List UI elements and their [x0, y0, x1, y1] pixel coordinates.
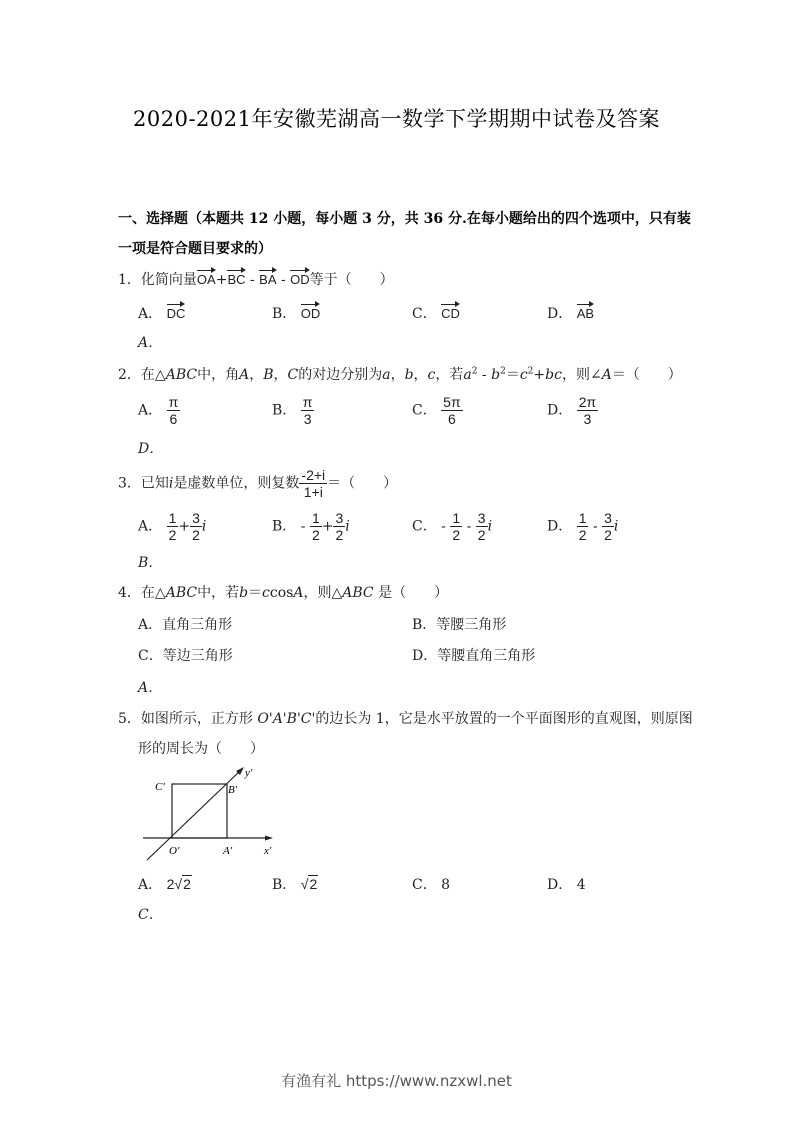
- stem-text: ，则∠: [561, 367, 602, 383]
- operator: -: [245, 272, 260, 288]
- question-5-stem-line1: [118, 708, 693, 728]
- sign: +: [178, 518, 191, 535]
- imaginary-unit: i: [487, 518, 493, 535]
- fraction: [167, 510, 179, 543]
- stem-text: 在△: [140, 585, 166, 601]
- question-number: 4．: [118, 585, 141, 601]
- option-text: 4: [576, 877, 586, 893]
- fraction: [167, 394, 181, 427]
- imaginary-unit: i: [201, 518, 207, 535]
- stem-text: 的边长为 1，它是水平放置的一个平面图形的直观图，则原图: [315, 711, 693, 727]
- option-label: C．: [412, 306, 437, 322]
- math-var: i: [168, 475, 174, 492]
- sign: -: [441, 518, 451, 535]
- operator: ＝: [248, 585, 263, 601]
- option-label: A．: [138, 402, 163, 419]
- fraction: [602, 510, 614, 543]
- document-title: 2020-2021年安徽芜湖高一数学下学期期中试卷及答案: [133, 107, 660, 131]
- math-var: a: [463, 367, 472, 383]
- sign: -: [588, 518, 603, 535]
- option-label: B．: [272, 518, 297, 535]
- option-label: B．: [272, 306, 297, 322]
- option-label: D．: [547, 306, 573, 322]
- question-5-option-c: [412, 874, 450, 894]
- question-3-option-c: [412, 510, 492, 543]
- denominator: 2: [578, 527, 587, 543]
- math-var: ABC: [342, 585, 374, 601]
- stem-text: ，: [249, 367, 264, 383]
- section-heading-line1: 一、选择题（本题共 12 小题，每小题 3 分，共 36 分.在每小题给出的四个选项中，只有装: [118, 211, 691, 227]
- vector: OD: [301, 302, 321, 321]
- vector: CD: [441, 302, 460, 321]
- fraction: [333, 510, 345, 543]
- operator: -: [276, 272, 291, 288]
- stem-text: ，若: [435, 367, 464, 383]
- fraction: [441, 394, 462, 427]
- stem-text: 中，若: [197, 585, 240, 601]
- operator: +: [215, 272, 228, 288]
- sqrt-expression: √2: [300, 876, 318, 892]
- question-1-option-a: [138, 302, 185, 323]
- question-5-stem-line2: 形的周长为（ ）: [138, 741, 264, 757]
- fraction: [190, 510, 202, 543]
- question-1-stem: [118, 268, 394, 289]
- sign: +: [321, 518, 334, 535]
- math-var: ABC: [165, 367, 198, 383]
- denominator: 2: [335, 527, 344, 543]
- question-4-option-d: [412, 645, 535, 665]
- square-intuitive-diagram: [135, 762, 285, 867]
- stem-text: ，则△: [303, 585, 343, 601]
- numerator: π: [168, 394, 179, 410]
- question-4-option-c: [138, 645, 233, 665]
- fraction: [299, 467, 327, 500]
- question-2-option-d: [547, 394, 598, 427]
- math-var: A: [293, 585, 304, 601]
- question-number: 2．: [118, 367, 141, 383]
- question-2-stem: [118, 364, 682, 384]
- sqrt-expression: 2√2: [166, 876, 191, 892]
- option-label: C．: [412, 402, 437, 419]
- numerator: 3: [192, 510, 200, 526]
- imaginary-unit: i: [613, 518, 619, 535]
- footer-watermark: 有渔有礼 https://www.nzxwl.net: [281, 1072, 512, 1090]
- numerator: 2π: [578, 394, 597, 410]
- fraction: [301, 394, 315, 427]
- denominator: 3: [303, 411, 312, 427]
- stem-text: ，: [390, 367, 405, 383]
- denominator: 2: [311, 527, 320, 543]
- fraction: [577, 394, 598, 427]
- operator: ＝: [505, 367, 520, 383]
- question-4-answer: A．: [138, 680, 163, 696]
- math-var: b: [404, 367, 414, 383]
- coefficient: 2: [166, 876, 175, 892]
- question-number: 5．: [118, 711, 141, 727]
- label-o-prime: O': [169, 845, 180, 857]
- vector: BA: [259, 268, 276, 287]
- option-label: C．: [138, 648, 163, 664]
- option-text: 8: [441, 877, 451, 893]
- stem-text: 化简向量: [140, 272, 197, 288]
- option-label: C．: [412, 518, 437, 535]
- exponent: 2: [527, 366, 534, 377]
- denominator: 2: [604, 527, 612, 543]
- option-label: A．: [138, 877, 163, 893]
- numerator: 5π: [443, 394, 461, 410]
- question-5-option-b: [272, 874, 318, 894]
- question-4-stem: [118, 582, 448, 602]
- exponent: 2: [471, 366, 478, 377]
- label-c-prime: C': [155, 781, 165, 793]
- question-3-option-d: [547, 510, 618, 543]
- stem-text: 已知: [140, 475, 169, 492]
- stem-text: 中，角: [197, 367, 240, 383]
- question-1-option-c: [412, 302, 460, 323]
- denominator: 1+i: [303, 484, 323, 500]
- vector: AB: [577, 302, 594, 321]
- fraction: [310, 510, 322, 543]
- stem-text: 在△: [140, 367, 166, 383]
- x-axis-arrow-icon: [265, 836, 273, 841]
- numerator: 3: [604, 510, 612, 526]
- operator: +: [533, 367, 546, 383]
- option-text: 等边三角形: [162, 648, 233, 664]
- math-var: B: [263, 367, 274, 383]
- sign: -: [300, 518, 310, 535]
- numerator: 1: [168, 510, 177, 526]
- stem-text: ，: [273, 367, 288, 383]
- stem-text: 是虚数单位，则复数: [173, 475, 300, 492]
- numerator: 1: [452, 510, 461, 526]
- question-1-option-b: [272, 302, 320, 323]
- option-label: D．: [547, 402, 573, 419]
- question-3-answer: B．: [138, 555, 163, 571]
- operator: -: [477, 367, 492, 383]
- section-heading-line2: 一项是符合题目要求的）: [118, 241, 272, 257]
- question-5-option-a: [138, 874, 192, 894]
- denominator: 2: [452, 527, 461, 543]
- fraction: [450, 510, 462, 543]
- question-1-answer: A．: [138, 335, 163, 351]
- vector: DC: [167, 302, 186, 321]
- question-3-option-a: [138, 510, 206, 543]
- question-number: 1．: [118, 272, 141, 288]
- vector: OA: [197, 268, 216, 287]
- fraction: [577, 510, 589, 543]
- radicand: 2: [309, 876, 318, 892]
- question-2-answer: D．: [138, 441, 164, 457]
- fraction: [476, 510, 488, 543]
- option-label: B．: [412, 617, 437, 633]
- option-label: A．: [138, 306, 163, 322]
- question-3-stem: [118, 467, 397, 500]
- math-var: b: [491, 367, 501, 383]
- math-var: A: [601, 367, 612, 383]
- option-label: D．: [412, 648, 438, 664]
- stem-text: ，: [413, 367, 428, 383]
- numerator: 1: [311, 510, 320, 526]
- option-label: D．: [547, 877, 573, 893]
- question-4-option-a: [138, 614, 232, 634]
- math-var: b: [239, 585, 249, 601]
- vector: OD: [290, 268, 310, 287]
- numerator: 1: [578, 510, 587, 526]
- denominator: 2: [168, 527, 177, 543]
- denominator: 2: [477, 527, 486, 543]
- denominator: 6: [448, 411, 456, 427]
- numerator: 3: [335, 510, 344, 526]
- denominator: 2: [192, 527, 200, 543]
- stem-text: 的对边分别为: [298, 367, 383, 383]
- denominator: 3: [583, 411, 592, 427]
- stem-text: ＝（ ）: [327, 475, 398, 492]
- question-5-option-d: [547, 874, 586, 894]
- math-var: bc: [545, 367, 562, 383]
- exponent: 2: [500, 366, 506, 377]
- vector: BC: [227, 268, 245, 287]
- question-3-option-b: [272, 510, 350, 543]
- math-var: C: [287, 367, 299, 383]
- math-var: a: [382, 367, 391, 383]
- question-2-option-b: [272, 394, 314, 427]
- label-y-prime: y': [245, 767, 253, 779]
- option-text: 直角三角形: [162, 617, 233, 633]
- function-name: cos: [269, 585, 294, 601]
- math-var: c: [519, 367, 528, 383]
- option-label: C．: [412, 877, 437, 893]
- sign: -: [462, 518, 476, 535]
- option-text: 等腰三角形: [436, 617, 507, 633]
- option-text: 等腰直角三角形: [437, 648, 536, 664]
- math-var: c: [427, 367, 436, 383]
- option-label: A．: [138, 617, 163, 633]
- numerator: π: [302, 394, 313, 410]
- label-a-prime: A': [223, 845, 233, 857]
- label-x-prime: x': [264, 845, 272, 857]
- question-2-option-a: [138, 394, 180, 427]
- question-5-answer: C．: [138, 907, 163, 923]
- math-var: ABC: [165, 585, 198, 601]
- stem-text: 是（ ）: [373, 585, 449, 601]
- option-label: D．: [547, 518, 573, 535]
- stem-text: ＝（ ）: [611, 367, 682, 383]
- radicand: 2: [183, 876, 191, 892]
- numerator: -2+i: [301, 467, 326, 483]
- option-label: B．: [272, 877, 297, 893]
- option-label: B．: [272, 402, 297, 419]
- question-1-option-d: [547, 302, 594, 323]
- question-2-option-c: [412, 394, 463, 427]
- math-var: c: [262, 585, 270, 601]
- stem-text: 等于（ ）: [309, 272, 394, 288]
- denominator: 6: [169, 411, 178, 427]
- math-var: A: [239, 367, 250, 383]
- question-4-option-b: [412, 614, 506, 634]
- numerator: 3: [477, 510, 486, 526]
- label-b-prime: B': [228, 784, 238, 796]
- stem-text: 如图所示，正方形: [140, 711, 258, 727]
- option-label: A．: [138, 518, 163, 535]
- question-number: 3．: [118, 475, 141, 492]
- imaginary-unit: i: [345, 518, 350, 535]
- math-var: O'A'B'C': [257, 711, 316, 727]
